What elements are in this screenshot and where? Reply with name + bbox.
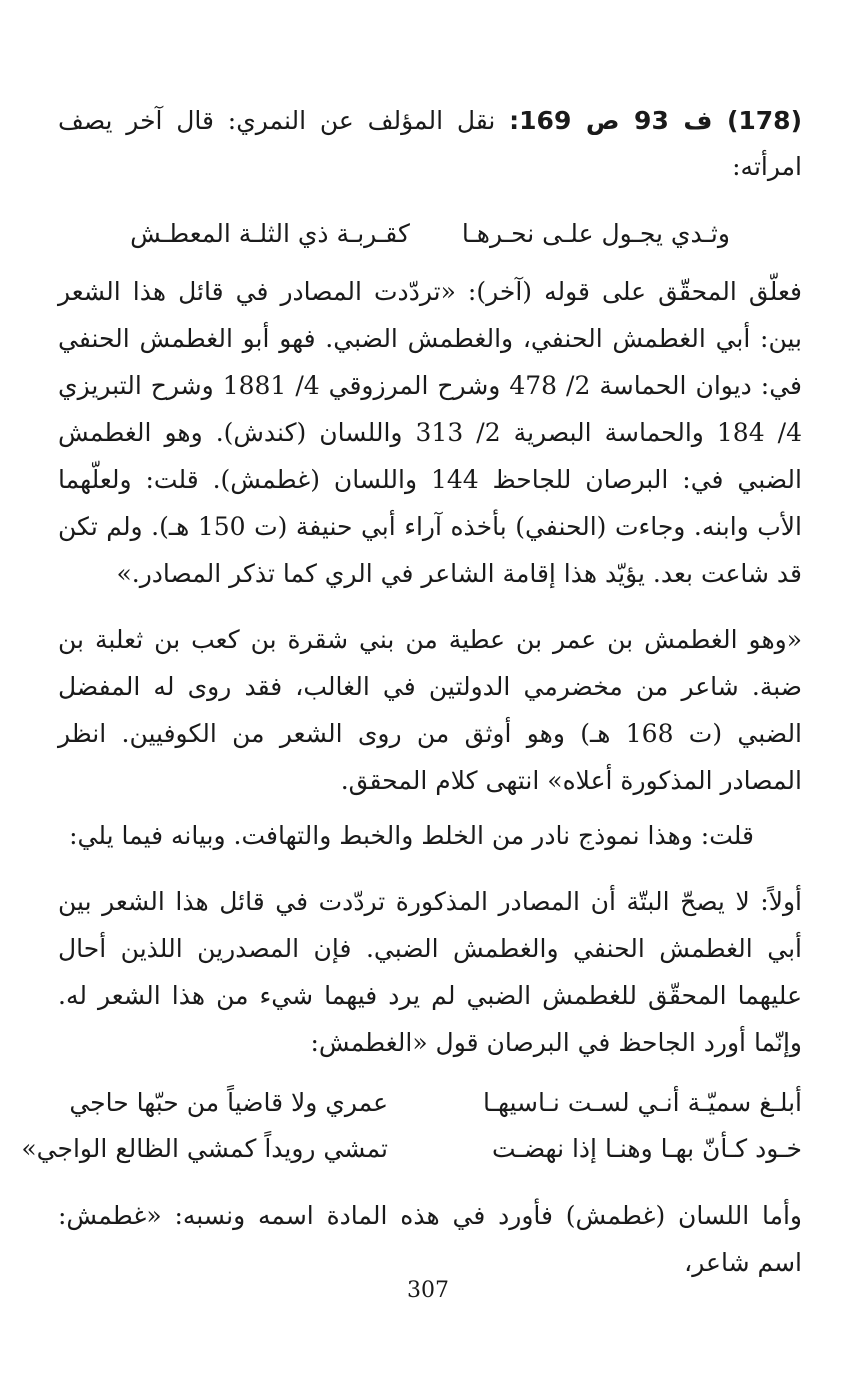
paragraph-text: نقل المؤلف عن النمري: قال آخر يصف امرأته: <box>58 106 802 181</box>
page-number: 307 <box>407 1278 449 1303</box>
paragraph-text: أولاً: لا يصحّ البتّة أن المصادر المذكورة تردّدت في قائل هذا الشعر بين أبي الغطمش الحنفي والغطمش الضبي. فإن المصدرين اللذين أحال عليهما المحقّق للغطمش الضبي لم يرد فيهما شيء من هذا الشعر له. وإنّما أورد الجاحظ في البرصان قول «الغطمش: <box>58 887 802 1057</box>
paragraph-178 <box>58 98 802 190</box>
couplet-line <box>21 1126 802 1172</box>
paragraph-text: قلت: وهذا نموذج نادر من الخلط والخبط والتهافت. وبيانه فيما يلي: <box>69 821 754 850</box>
couplet <box>21 1080 802 1172</box>
paragraph-first-point <box>58 878 802 1066</box>
couplet-hemistich-2: تمشي رويداً كمشي الظالع الواجي» <box>21 1134 388 1163</box>
couplet-hemistich-1: أبلـغ سميّـة أنـي لسـت نـاسيهـا <box>483 1088 802 1117</box>
paragraph-text: «وهو الغطمش بن عمر بن عطية من بني شقرة بن كعب بن ثعلبة بن ضبة. شاعر من مخضرمي الدولتين في الغالب، فقد روى له المفضل الضبي (ت 168 هـ) وهو أوثق من روى الشعر من الكوفيين. انظر المصادر المذكورة أعلاه» انتهى كلام المحقق. <box>58 625 803 795</box>
couplet-hemistich-2: عمري ولا قاضياً من حبّها حاجي <box>69 1088 388 1117</box>
paragraph-quote <box>58 616 802 804</box>
paragraph-commentary <box>58 268 802 597</box>
couplet-hemistich-1: خـود كـأنّ بهـا وهنـا إذا نهضـت <box>492 1134 802 1163</box>
paragraph-text: وأما اللسان (غطمش) فأورد في هذه المادة اسمه ونسبه: «غطمش: اسم شاعر، <box>58 1201 802 1277</box>
verse-hemistich-1: وثـدي يجـول علـى نحـرهـا <box>461 219 730 248</box>
paragraph-text: فعلّق المحقّق على قوله (آخر): «تردّدت المصادر في قائل هذا الشعر بين: أبي الغطمش الحنفي، والغطمش الضبي. فهو أبو الغطمش الحنفي في: ديوان الحماسة 2/ 478 وشرح المرزوقي 4/ 1881 وشرح التبريزي 4/ 184 والحماسة البصرية 2/ 313 واللسان (كندش). وهو الغطمش الضبي في: البرصان للجاحظ 144 واللسان (غطمش). قلت: ولعلّهما الأب وابنه. وجاءت (الحنفي) بأخذه آراء أبي حنيفة (ت 150 هـ). ولم تكن قد شاعت بعد. يؤيّد هذا إقامة الشاعر في الري كما تذكر المصادر.» <box>58 277 802 588</box>
paragraph-note <box>58 812 802 859</box>
entry-reference: (178) ف 93 ص 169: <box>509 106 803 135</box>
paragraph-lisan <box>58 1192 802 1286</box>
verse-hemistich-2: كقـربـة ذي الثلـة المعطـش <box>130 219 410 248</box>
verse-line <box>58 214 802 254</box>
couplet-line <box>58 1080 802 1126</box>
